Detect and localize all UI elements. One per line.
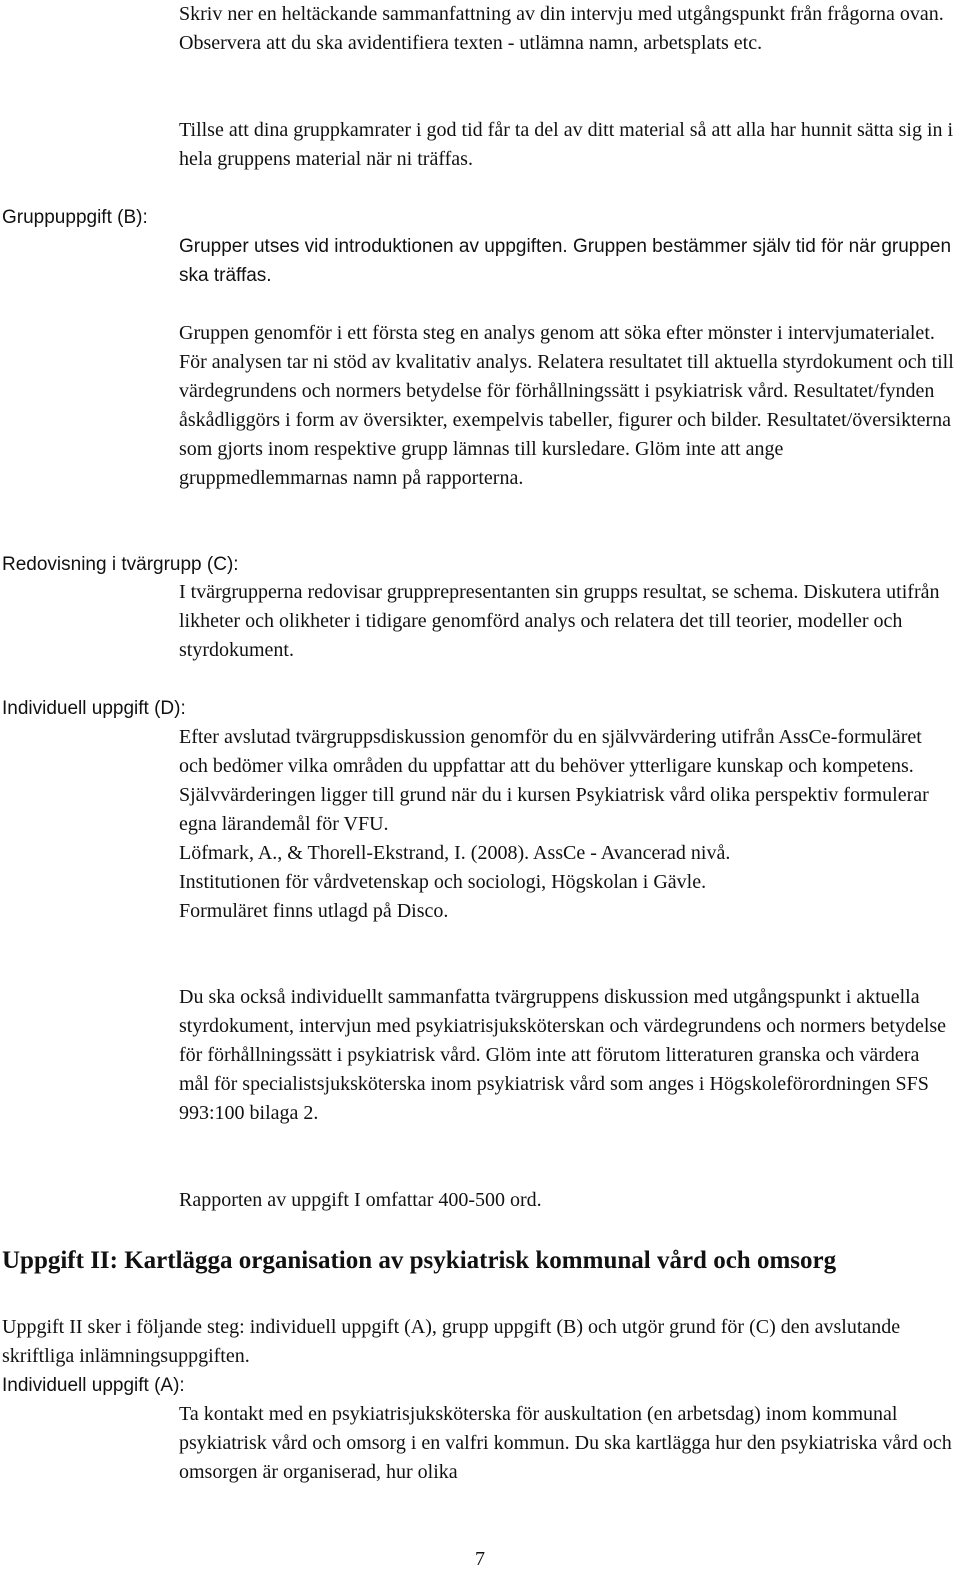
individuell-d-text-1: Efter avslutad tvärgruppsdiskussion genomför du en självvärdering utifrån AssCe-formuläret och bedömer vilka områden du uppfattar att du behöver ytterligare kunskap och kompetens. Självvärderingen ligger till grund när du i kursen Psykiatrisk vård olika perspektiv formulerar egna lärandemål för VFU. xyxy=(179,726,929,835)
intro-text-1: Skriv ner en heltäckande sammanfattning av din intervju med utgångspunkt från frågorna ovan. Observera att du ska avidentifiera texten - utlämna namn, arbetsplats etc. xyxy=(179,3,944,54)
individuell-d-paragraph-1 xyxy=(179,723,954,926)
gruppuppgift-b-text-2: Gruppen genomför i ett första steg en analys genom att söka efter mönster i intervjumaterialet. För analysen tar ni stöd av kvalitativ analys. Relatera resultatet till aktuella styrdokument och till värdegrundens och normers betydelse för förhållningssätt i psykiatrisk vård. Resultatet/fynden åskådliggörs i form av översikter, exempelvis tabeller, figurer och bilder. Resultatet/översikterna som gjorts inom respektive grupp lämnas till kursledare. Glöm inte att ange gruppmedlemmarnas namn på rapporterna. xyxy=(179,322,954,489)
assce-reference-line-2: Institutionen för vårdvetenskap och sociologi, Högskolan i Gävle. xyxy=(179,871,707,893)
report-length-note: Rapporten av uppgift I omfattar 400-500 ord. xyxy=(179,1189,542,1211)
uppgift-ii-intro-text: Uppgift II sker i följande steg: individuell uppgift (A), grupp uppgift (B) och utgör grund för (C) den avslutande skriftliga inlämningsuppgiften. xyxy=(2,1316,901,1367)
gruppuppgift-b-paragraph-1 xyxy=(179,232,954,290)
uppgift-ii-intro xyxy=(2,1313,952,1371)
assce-reference-line-3: Formuläret finns utlagd på Disco. xyxy=(179,900,449,922)
section-heading-individuell-d: Individuell uppgift (D): xyxy=(2,698,186,719)
individuell-d-text-2: Du ska också individuellt sammanfatta tvärgruppens diskussion med utgångspunkt i aktuella styrdokument, intervjun med psykiatrisjuksköterskan och värdegrundens och normers betydelse för förhållningssätt i psykiatrisk vård. Glöm inte att förutom litteraturen granska och värdera mål för specialistsjuksköterska inom psykiatrisk vård som anges i Högskoleförordningen SFS 993:100 bilaga 2. xyxy=(179,986,947,1124)
redovisning-c-text: I tvärgrupperna redovisar grupprepresentanten sin grupps resultat, se schema. Diskutera utifrån likheter och olikheter i tidigare genomförd analys och relatera det till teorier, modeller och styrdokument. xyxy=(179,581,940,661)
uppgift-ii-title: Uppgift II: Kartlägga organisation av psykiatrisk kommunal vård och omsorg xyxy=(2,1247,837,1274)
individuell-a-text: Ta kontakt med en psykiatrisjuksköterska för auskultation (en arbetsdag) inom kommunal psykiatrisk vård och omsorg i en valfri kommun. Du ska kartlägga hur den psykiatriska vård och omsorgen är organiserad, hur olika xyxy=(179,1403,952,1483)
section-heading-gruppuppgift-b: Gruppuppgift (B): xyxy=(2,207,148,228)
intro-paragraph-1 xyxy=(179,0,954,58)
gruppuppgift-b-paragraph-2 xyxy=(179,319,954,493)
intro-paragraph-2 xyxy=(179,116,954,174)
individuell-d-paragraph-2 xyxy=(179,983,954,1128)
gruppuppgift-b-text-1: Grupper utses vid introduktionen av uppgiften. Gruppen bestämmer själv tid för när gruppen ska träffas. xyxy=(179,236,952,286)
page-number: 7 xyxy=(475,1548,485,1570)
intro-text-2: Tillse att dina gruppkamrater i god tid får ta del av ditt material så att alla har hunnit sätta sig in i hela gruppens material när ni träffas. xyxy=(179,119,954,170)
redovisning-c-paragraph xyxy=(179,578,954,665)
assce-reference-line-1: Löfmark, A., & Thorell-Ekstrand, I. (2008). AssCe - Avancerad nivå. xyxy=(179,842,731,864)
individuell-d-paragraph-3 xyxy=(179,1186,954,1215)
section-heading-individuell-a: Individuell uppgift (A): xyxy=(2,1375,185,1396)
individuell-a-paragraph xyxy=(179,1400,954,1487)
section-heading-redovisning-c: Redovisning i tvärgrupp (C): xyxy=(2,554,239,575)
